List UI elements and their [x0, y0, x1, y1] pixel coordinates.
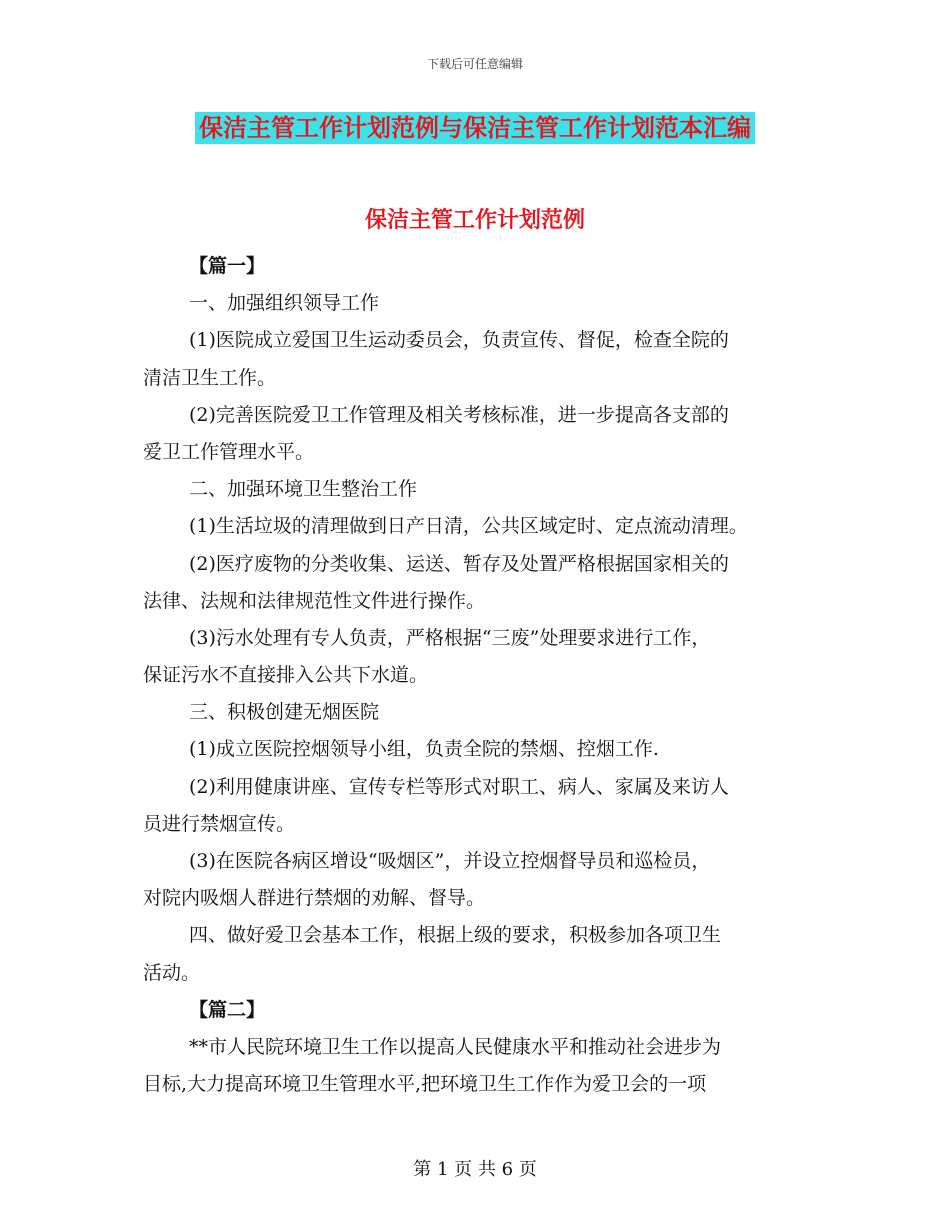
paragraph-line: (2)利用健康讲座、宣传专栏等形式对职工、病人、家属及来访人: [189, 775, 729, 798]
paragraph-line: 三、积极创建无烟医院: [189, 701, 380, 724]
section-heading: 【篇一】: [189, 255, 266, 277]
document-body: [143, 248, 808, 1103]
paragraph-line: (2)完善医院爱卫工作管理及相关考核标准，进一步提高各支部的: [189, 403, 729, 426]
paragraph-line: 对院内吸烟人群进行禁烟的劝解、督导。: [143, 887, 486, 910]
paragraph-line: 一、加强组织领导工作: [189, 292, 380, 315]
section-heading: 【篇二】: [189, 998, 266, 1021]
document-subtitle: 保洁主管工作计划范例: [364, 207, 585, 233]
paragraph-line: 清洁卫生工作。: [143, 366, 277, 389]
paragraph-line: (2)医疗废物的分类收集、运送、暂存及处置严格根据国家相关的: [189, 552, 729, 575]
page-footer: 第 1 页 共 6 页: [413, 1159, 537, 1180]
paragraph-line: (1)医院成立爱国卫生运动委员会，负责宣传、督促，检查全院的: [189, 329, 729, 352]
paragraph-line: (1)生活垃圾的清理做到日产日清，公共区域定时、定点流动清理。: [189, 515, 748, 538]
paragraph-line: 目标,大力提高环境卫生管理水平,把环境卫生工作作为爱卫会的一项: [143, 1073, 707, 1096]
document-main-title: 保洁主管工作计划范例与保洁主管工作计划范本汇编: [195, 112, 755, 144]
paragraph-line: 四、做好爱卫会基本工作，根据上级的要求，积极参加各项卫生: [189, 924, 722, 947]
paragraph-line: 爱卫工作管理水平。: [143, 440, 315, 463]
paragraph-line: **市人民院环境卫生工作以提高人民健康水平和推动社会进步为: [189, 1035, 722, 1058]
paragraph-line: 法律、法规和法律规范性文件进行操作。: [143, 589, 486, 612]
paragraph-line: 活动。: [143, 961, 201, 984]
paragraph-line: (3)污水处理有专人负责，严格根据“三废”处理要求进行工作，: [189, 626, 711, 649]
paragraph-line: 二、加强环境卫生整治工作: [189, 478, 418, 501]
paragraph-line: (1)成立医院控烟领导小组，负责全院的禁烟、控烟工作.: [189, 738, 659, 761]
paragraph-line: 员进行禁烟宣传。: [143, 812, 296, 835]
paragraph-line: 保证污水不直接排入公共下水道。: [143, 664, 429, 687]
paragraph-line: (3)在医院各病区增设“吸烟区”，并设立控烟督导员和巡检员，: [189, 850, 711, 872]
header-note: 下载后可任意编辑: [426, 57, 523, 71]
